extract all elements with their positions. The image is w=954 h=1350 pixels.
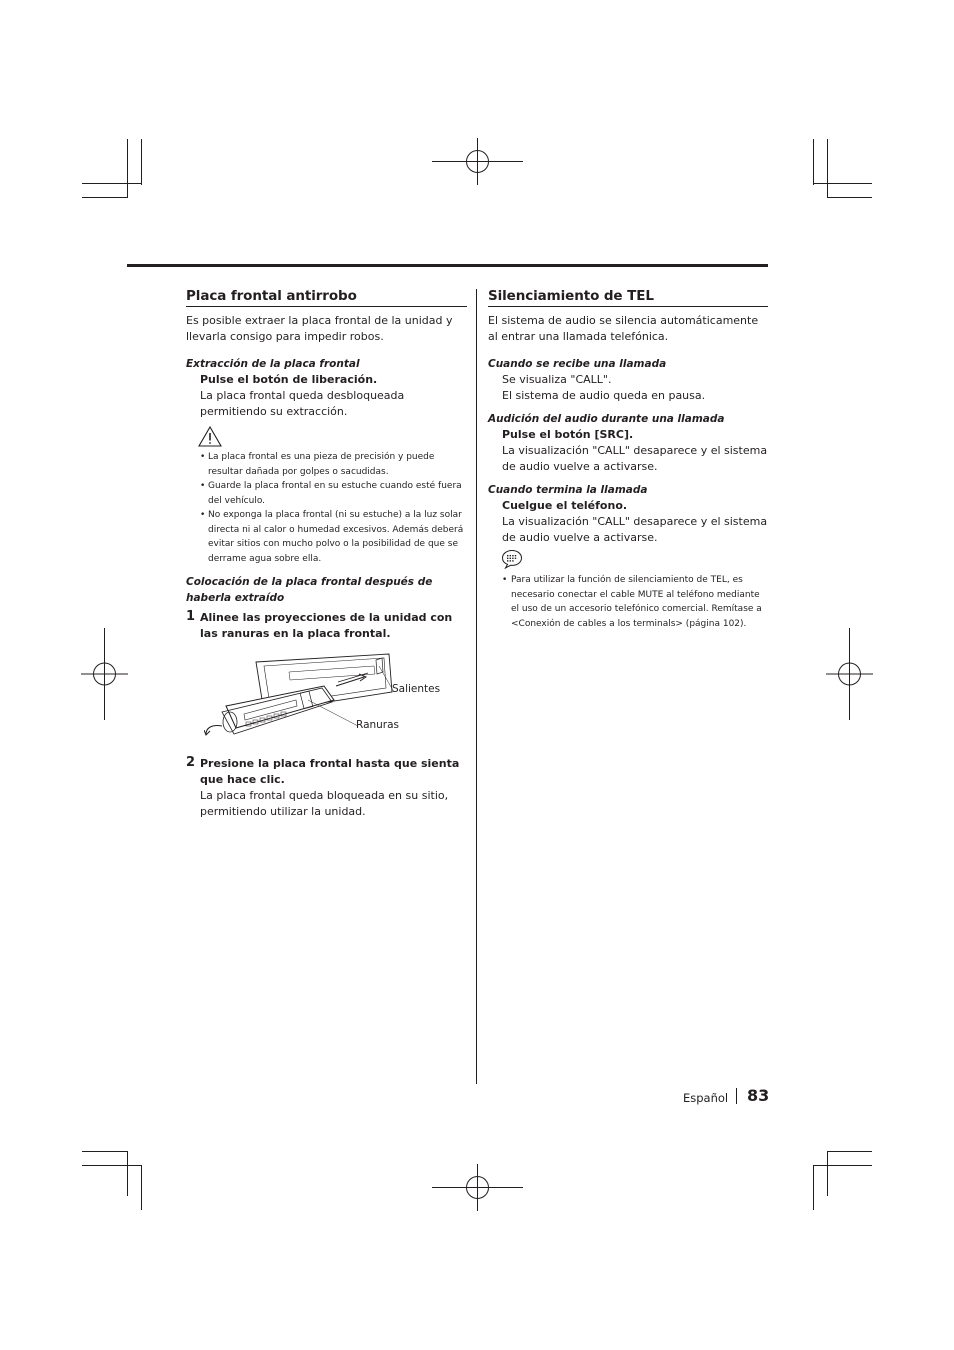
faceplate-drawing bbox=[204, 652, 404, 752]
warning-triangle-icon bbox=[198, 426, 222, 447]
label-salientes: Salientes bbox=[392, 683, 441, 695]
during-result: La visualización "CALL" desaparece y el sistema de audio vuelve a activarse. bbox=[502, 444, 768, 473]
end-action: Cuelgue el teléfono. bbox=[502, 499, 628, 512]
header-rule bbox=[127, 264, 768, 267]
label-ranuras: Ranuras bbox=[356, 719, 400, 731]
step-2-text: Presione la placa frontal hasta que sienta que hace clic. bbox=[200, 757, 460, 786]
step-1 bbox=[186, 610, 467, 642]
step-2 bbox=[186, 756, 467, 788]
registration-mark-top bbox=[432, 138, 523, 185]
footer-language: Español bbox=[683, 1091, 729, 1105]
warning-item: • No exponga la placa frontal (ni su estuche) a la luz solar directa ni al calor o humedad excesivos. Además deberá evitar sitios con mucho polvo o la posibilidad de que se derrame agua sobre ella. bbox=[186, 508, 467, 566]
end-result: La visualización "CALL" desaparece y el sistema de audio vuelve a activarse. bbox=[502, 515, 768, 544]
right-column bbox=[488, 287, 768, 631]
tel-mute-intro: El sistema de audio se silencia automáticamente al entrar una llamada telefónica. bbox=[488, 314, 759, 343]
step-2-number: 2 bbox=[186, 755, 196, 770]
incoming-line-2: El sistema de audio queda en pausa. bbox=[502, 389, 706, 402]
left-column bbox=[186, 287, 467, 820]
warning-item: • Guarde la placa frontal en su estuche cuando esté fuera del vehículo. bbox=[186, 479, 467, 508]
page-number: 83 bbox=[747, 1086, 770, 1105]
incoming-line-1: Se visualiza "CALL". bbox=[502, 373, 612, 386]
section-title-antitheft: Placa frontal antirrobo bbox=[186, 287, 467, 307]
during-heading: Audición del audio durante una llamada bbox=[488, 413, 725, 425]
antitheft-intro: Es posible extraer la placa frontal de la unidad y llevarla consigo para impedir robos. bbox=[186, 314, 453, 343]
registration-mark-left bbox=[81, 628, 128, 720]
removal-heading: Extracción de la placa frontal bbox=[186, 358, 360, 370]
footer-separator bbox=[736, 1088, 737, 1104]
removal-result: La placa frontal queda desbloqueada permitiendo su extracción. bbox=[200, 389, 405, 418]
section-title-tel-mute: Silenciamiento de TEL bbox=[488, 287, 768, 307]
incoming-heading: Cuando se recibe una llamada bbox=[488, 358, 667, 370]
note-speech-bubble-icon bbox=[501, 549, 523, 569]
step-1-text: Alinee las proyecciones de la unidad con las ranuras en la placa frontal. bbox=[200, 611, 453, 640]
step-1-number: 1 bbox=[186, 609, 196, 624]
attach-heading: Colocación de la placa frontal después de haberla extraído bbox=[186, 576, 433, 604]
faceplate-illustration bbox=[186, 646, 467, 754]
during-action: Pulse el botón [SRC]. bbox=[502, 428, 634, 441]
registration-mark-bottom bbox=[432, 1164, 523, 1211]
end-heading: Cuando termina la llamada bbox=[488, 484, 648, 496]
removal-action: Pulse el botón de liberación. bbox=[200, 373, 378, 386]
step-2-result: La placa frontal queda bloqueada en su sitio, permitiendo utilizar la unidad. bbox=[200, 789, 449, 818]
registration-mark-right bbox=[826, 628, 873, 720]
note-item: • Para utilizar la función de silenciamiento de TEL, es necesario conectar el cable MUTE al teléfono mediante el uso de un accesorio telefónico comercial. Remítase a <Conexión de cables a los terminals> (página 102). bbox=[488, 573, 768, 631]
column-divider bbox=[476, 289, 477, 1084]
warning-item: • La placa frontal es una pieza de precisión y puede resultar dañada por golpes o sacudidas. bbox=[186, 450, 467, 479]
